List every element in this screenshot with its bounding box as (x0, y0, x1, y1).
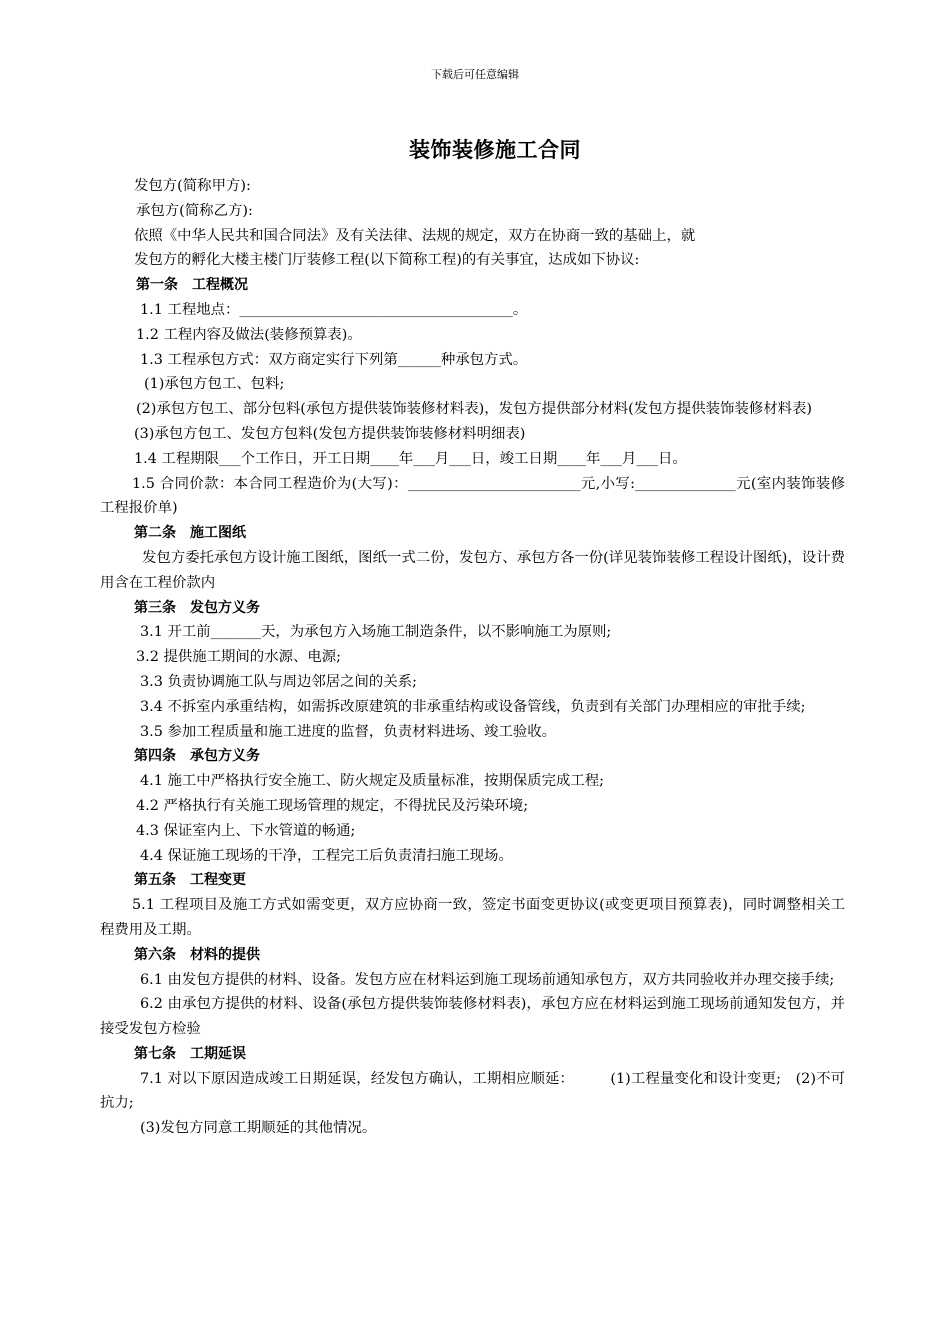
clause-4-4: 4.4 保证施工现场的干净，工程完工后负责清扫施工现场。 (140, 847, 513, 864)
clause-3-1: 3.1 开工前_______天，为承包方入场施工制造条件，以不影响施工为原则; (140, 624, 612, 641)
clause-5-1: 5.1 工程项目及施工方式如需变更，双方应协商一致，签定书面变更协议(或变更项目预算表)，同时调整相关工程费用及工期。 (100, 897, 845, 938)
clause-4-2: 4.2 严格执行有关施工现场管理的规定，不得扰民及污染环境; (136, 797, 529, 814)
clause-3-2: 3.2 提供施工期间的水源、电源; (136, 649, 341, 666)
article-2-text: 发包方委托承包方设计施工图纸，图纸一式二份，发包方、承包方各一份(详见装饰装修工程设计图纸)，设计费用含在工程价款内 (100, 549, 845, 591)
clause-1-5: 1.5 合同价款：本合同工程造价为(大写)：________________________元,小写:______________元(室内装饰装修工程报价单) (100, 475, 845, 517)
document-title: 装饰装修施工合同 (409, 138, 581, 162)
party-a-line: 发包方(简称甲方): (134, 178, 251, 194)
clause-4-1: 4.1 施工中严格执行安全施工、防火规定及质量标准，按期保质完成工程; (140, 773, 605, 790)
clause-7-1: 7.1 对以下原因造成竣工日期延误，经发包方确认，工期相应顺延： (1)工程量变化和设计变更; (2)不可抗力; (100, 1070, 845, 1112)
clause-3-3: 3.3 负责协调施工队与周边邻居之间的关系; (140, 673, 417, 690)
page-header-note: 下载后可任意编辑 (431, 68, 519, 81)
clause-1-3: 1.3 工程承包方式：双方商定实行下列第______种承包方式。 (140, 351, 528, 368)
article-1-heading: 第一条 工程概况 (136, 277, 248, 294)
party-b-line: 承包方(简称乙方): (136, 202, 253, 219)
article-6-heading: 第六条 材料的提供 (134, 946, 260, 963)
preamble-line-1: 依照《中华人民共和国合同法》及有关法律、法规的规定，双方在协商一致的基础上，就 (134, 227, 696, 244)
article-7-heading: 第七条 工期延误 (134, 1045, 246, 1062)
article-4-heading: 第四条 承包方义务 (134, 748, 260, 765)
clause-4-3: 4.3 保证室内上、下水管道的畅通; (136, 822, 356, 839)
clause-3-4: 3.4 不拆室内承重结构，如需拆改原建筑的非承重结构或设备管线，负责到有关部门办理相应的审批手续; (140, 698, 806, 715)
option-3: (3)承包方包工、发包方包料(发包方提供装饰装修材料明细表) (134, 425, 526, 442)
clause-6-1: 6.1 由发包方提供的材料、设备。发包方应在材料运到施工现场前通知承包方，双方共同验收并办理交接手续; (140, 971, 835, 988)
article-3-heading: 第三条 发包方义务 (134, 599, 260, 616)
clause-1-4: 1.4 工程期限___个工作日，开工日期____年___月___日，竣工日期____年___月___日。 (134, 450, 687, 467)
clause-7-1-item-3: (3)发包方同意工期顺延的其他情况。 (140, 1120, 377, 1137)
article-2-heading: 第二条 施工图纸 (134, 525, 246, 542)
clause-6-2: 6.2 由承包方提供的材料、设备(承包方提供装饰装修材料表)，承包方应在材料运到施工现场前通知发包方，并接受发包方检验 (100, 996, 845, 1038)
clause-1-2: 1.2 工程内容及做法(装修预算表)。 (136, 326, 362, 343)
preamble-line-2: 发包方的孵化大楼主楼门厅装修工程(以下简称工程)的有关事宜，达成如下协议: (134, 252, 640, 269)
option-1: (1)承包方包工、包料; (144, 376, 285, 393)
article-5-heading: 第五条 工程变更 (134, 872, 246, 889)
option-2: (2)承包方包工、部分包料(承包方提供装饰装修材料表)，发包方提供部分材料(发包方提供装饰装修材料表) (136, 401, 813, 418)
clause-3-5: 3.5 参加工程质量和施工进度的监督，负责材料进场、竣工验收。 (140, 723, 557, 740)
document-body (100, 174, 845, 1141)
clause-1-1: 1.1 工程地点：______________________________________。 (140, 301, 528, 318)
